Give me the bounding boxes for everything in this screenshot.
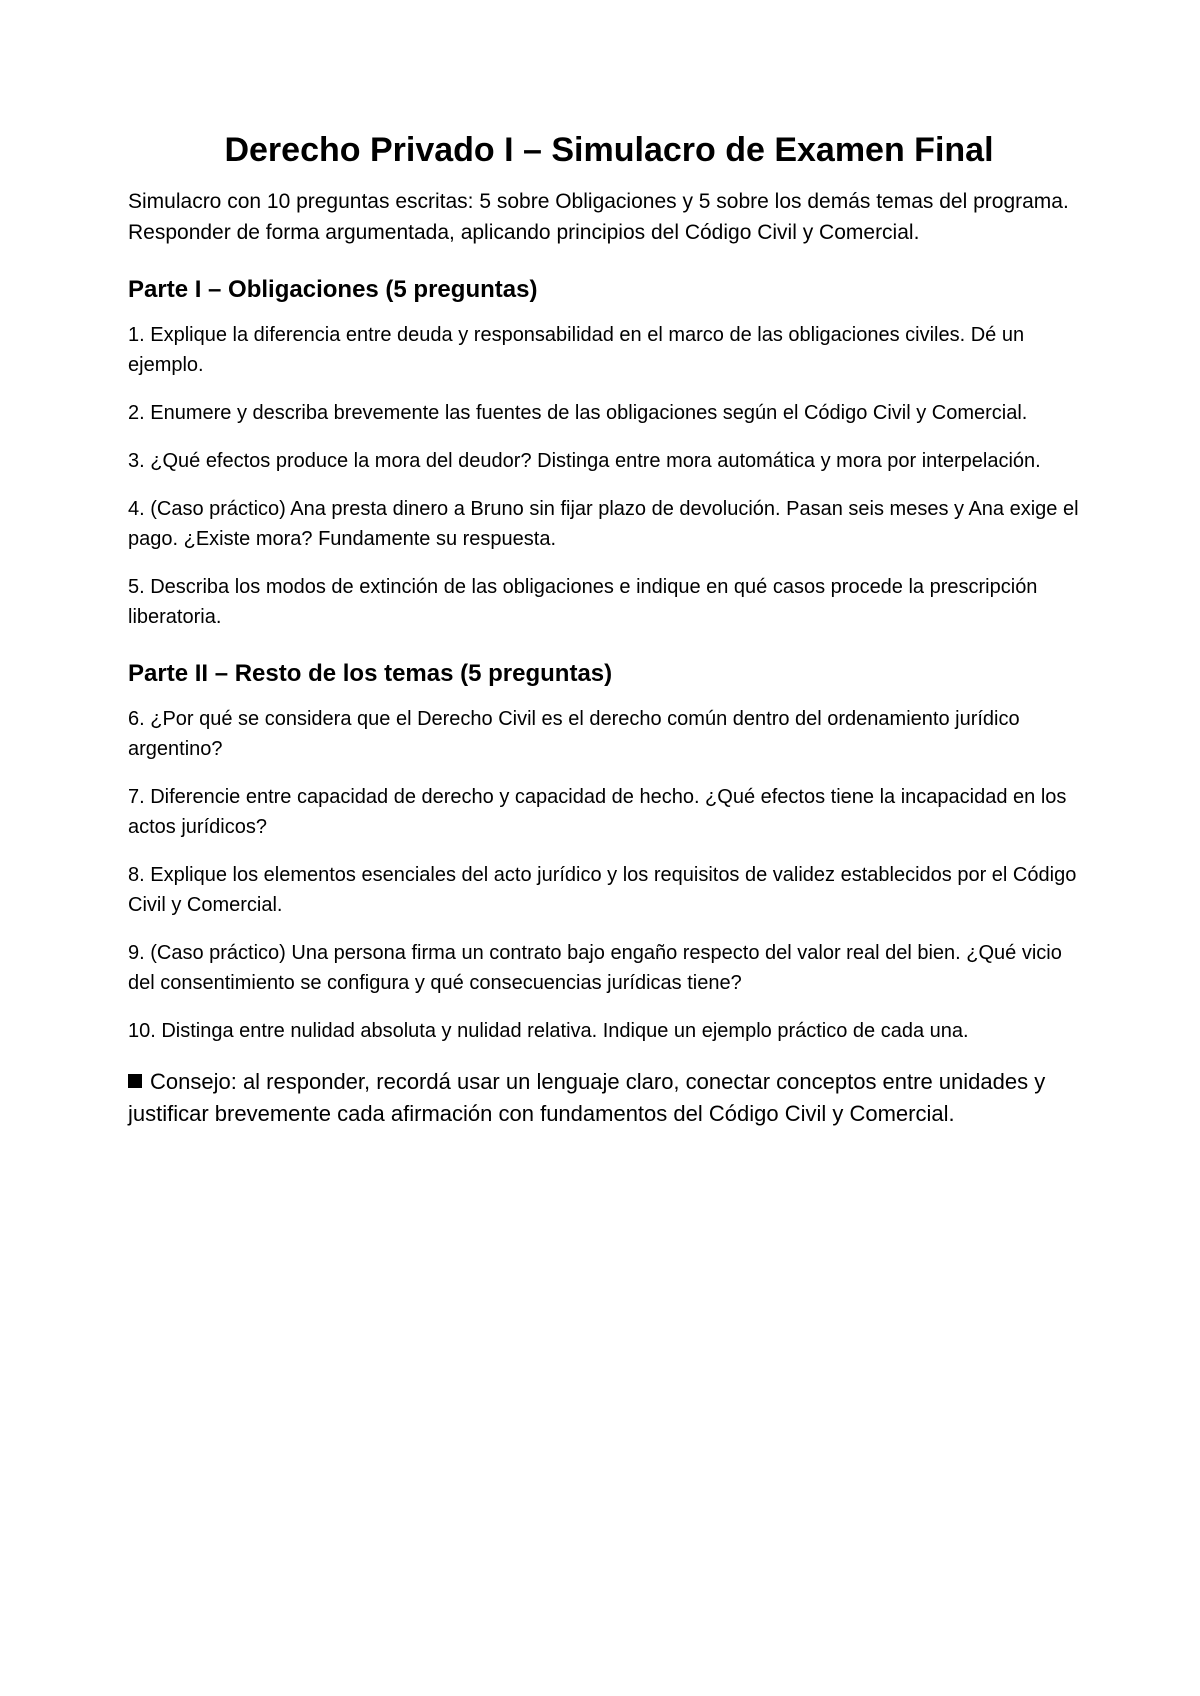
- question-10: 10. Distinga entre nulidad absoluta y nulidad relativa. Indique un ejemplo práctico de cada una.: [128, 1020, 969, 1042]
- section-part-two: [128, 658, 1090, 1046]
- question-4: 4. (Caso práctico) Ana presta dinero a Bruno sin fijar plazo de devolución. Pasan seis meses y Ana exige el pago. ¿Existe mora? Fundamente su respuesta.: [128, 498, 1079, 550]
- question-2: 2. Enumere y describa brevemente las fuentes de las obligaciones según el Código Civil y Comercial.: [128, 402, 1028, 424]
- question-7: 7. Diferencie entre capacidad de derecho y capacidad de hecho. ¿Qué efectos tiene la incapacidad en los actos jurídicos?: [128, 786, 1067, 838]
- question-3: 3. ¿Qué efectos produce la mora del deudor? Distinga entre mora automática y mora por interpelación.: [128, 450, 1041, 472]
- question-5: 5. Describa los modos de extinción de las obligaciones e indique en qué casos procede la prescripción liberatoria.: [128, 576, 1038, 628]
- section-heading: Parte II – Resto de los temas (5 preguntas): [128, 660, 613, 687]
- question-1: 1. Explique la diferencia entre deuda y responsabilidad en el marco de las obligaciones civiles. Dé un ejemplo.: [128, 324, 1025, 376]
- question-8: 8. Explique los elementos esenciales del acto jurídico y los requisitos de validez establecidos por el Código Civil y Comercial.: [128, 864, 1077, 916]
- question-9: 9. (Caso práctico) Una persona firma un contrato bajo engaño respecto del valor real del bien. ¿Qué vicio del consentimiento se configura y qué consecuencias jurídicas tiene?: [128, 942, 1062, 994]
- document-title: Derecho Privado I – Simulacro de Examen Final: [224, 131, 994, 169]
- section-heading: Parte I – Obligaciones (5 preguntas): [128, 276, 538, 303]
- document-page: [128, 128, 1090, 1130]
- section-part-one: [128, 274, 1090, 632]
- advice-text: Consejo: al responder, recordá usar un lenguaje claro, conectar conceptos entre unidades y justificar brevemente cada afirmación con fundamentos del Código Civil y Comercial.: [128, 1069, 1046, 1126]
- advice-note: [128, 1066, 1090, 1130]
- square-bullet-icon: [128, 1074, 142, 1088]
- question-6: 6. ¿Por qué se considera que el Derecho Civil es el derecho común dentro del ordenamiento jurídico argentino?: [128, 708, 1020, 760]
- intro-paragraph: Simulacro con 10 preguntas escritas: 5 sobre Obligaciones y 5 sobre los demás temas del programa. Responder de forma argumentada, aplicando principios del Código Civil y Comercial.: [128, 190, 1069, 244]
